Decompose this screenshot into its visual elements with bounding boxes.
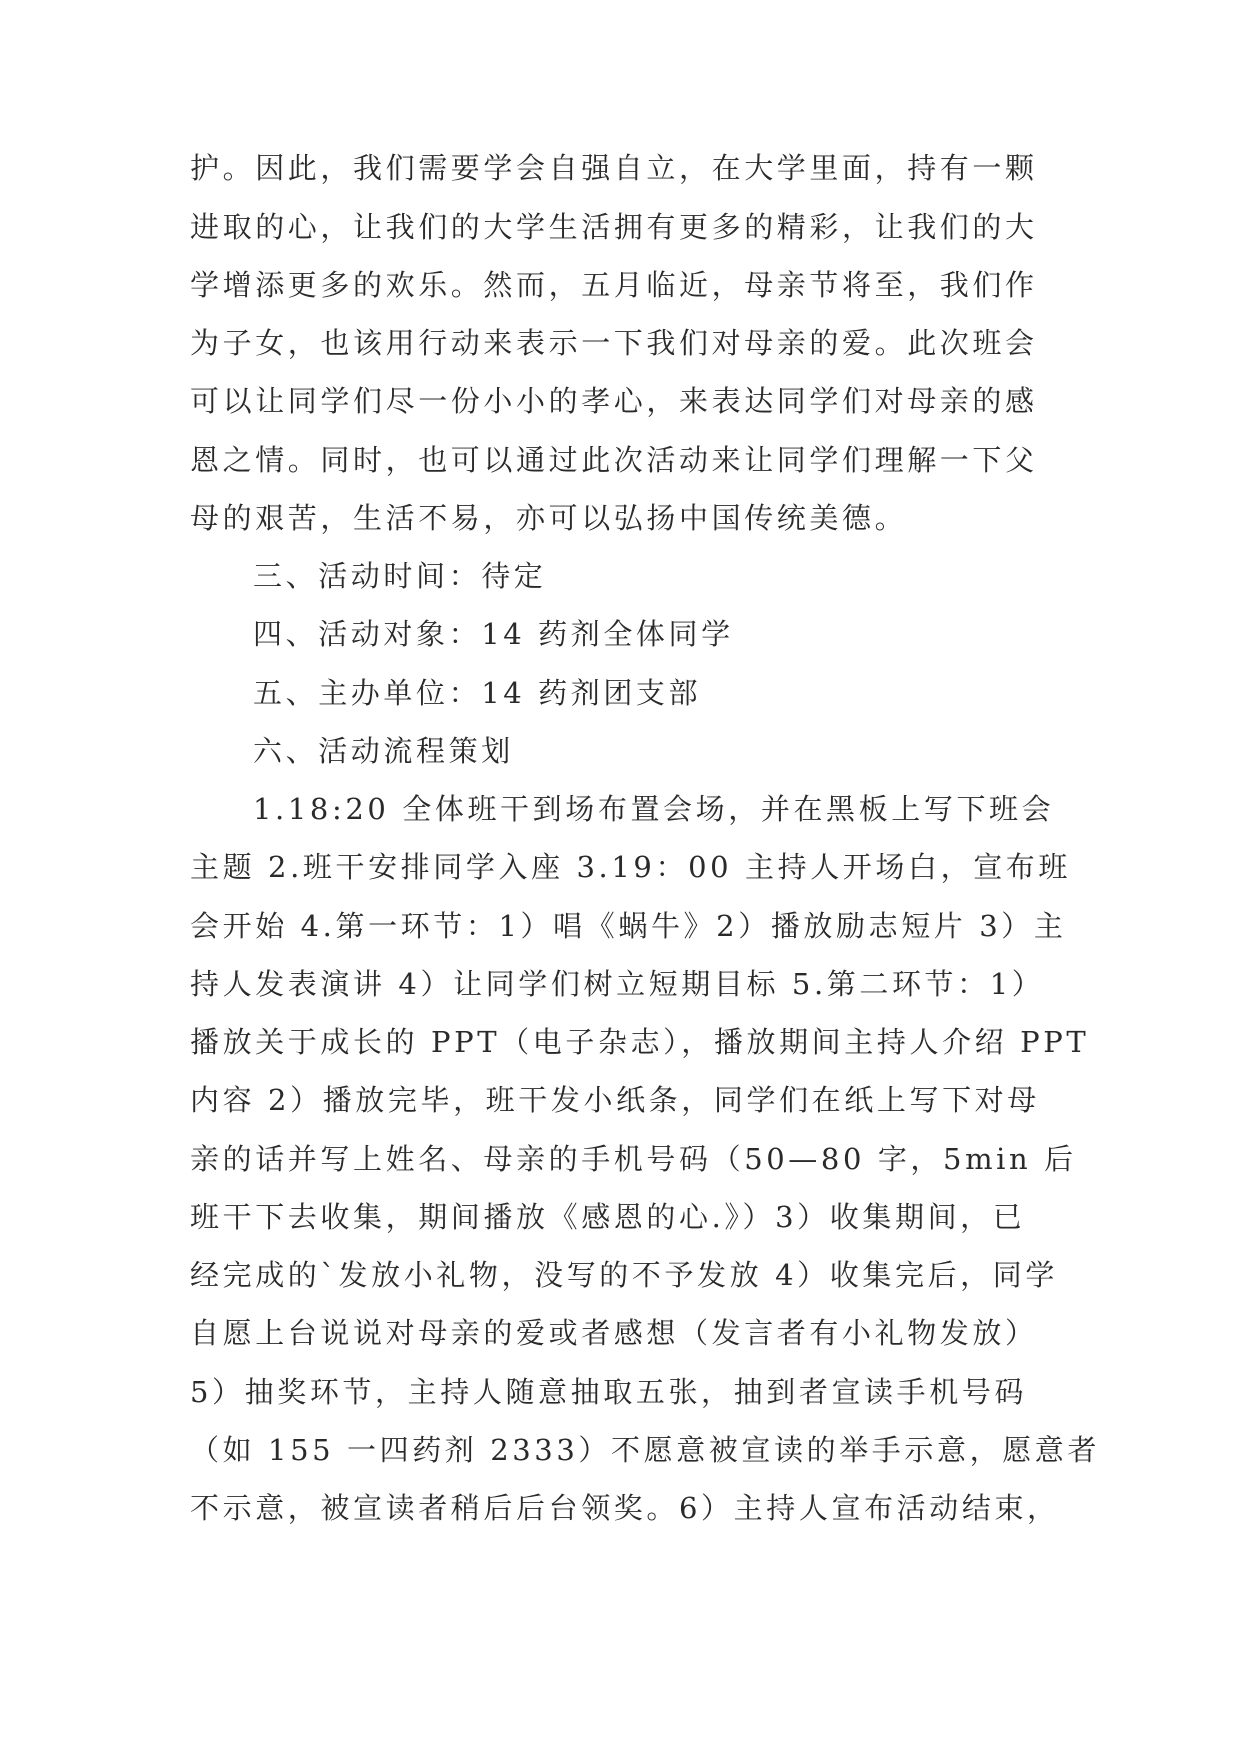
body-text-line: 主题 2.班干安排同学入座 3.19：00 主持人开场白，宣布班 bbox=[190, 850, 1071, 884]
body-text-line: 为子女，也该用行动来表示一下我们对母亲的爱。此次班会 bbox=[190, 326, 1038, 360]
body-text-line: 进取的心，让我们的大学生活拥有更多的精彩，让我们的大 bbox=[190, 210, 1038, 244]
body-text-line: 母的艰苦，生活不易，亦可以弘扬中国传统美德。 bbox=[190, 501, 908, 535]
body-text-line: 可以让同学们尽一份小小的孝心，来表达同学们对母亲的感 bbox=[190, 384, 1038, 418]
body-text-line: 1.18:20 全体班干到场布置会场，并在黑板上写下班会 bbox=[253, 792, 1055, 826]
section-heading-organizer: 五、主办单位：14 药剂团支部 bbox=[253, 676, 702, 710]
section-heading-time: 三、活动时间：待定 bbox=[253, 559, 547, 593]
body-text-line: 学增添更多的欢乐。然而，五月临近，母亲节将至，我们作 bbox=[190, 268, 1038, 302]
body-text-line: 班干下去收集，期间播放《感恩的心.》）3）收集期间，已 bbox=[190, 1200, 1026, 1234]
body-text-line: 5）抽奖环节，主持人随意抽取五张，抽到者宣读手机号码 bbox=[190, 1375, 1028, 1409]
section-heading-participants: 四、活动对象：14 药剂全体同学 bbox=[253, 617, 734, 651]
body-text-line: 护。因此，我们需要学会自强自立，在大学里面，持有一颗 bbox=[190, 151, 1038, 185]
body-text-line: 自愿上台说说对母亲的爱或者感想（发言者有小礼物发放） bbox=[190, 1316, 1038, 1350]
body-text-line: 会开始 4.第一环节：1）唱《蜗牛》2）播放励志短片 3）主 bbox=[190, 909, 1067, 943]
body-text-line: 恩之情。同时，也可以通过此次活动来让同学们理解一下父 bbox=[190, 443, 1038, 477]
body-text-line: 内容 2）播放完毕，班干发小纸条，同学们在纸上写下对母 bbox=[190, 1083, 1040, 1117]
body-text-line: 播放关于成长的 PPT（电子杂志），播放期间主持人介绍 PPT bbox=[190, 1025, 1090, 1059]
body-text-line: （如 155 一四药剂 2333）不愿意被宣读的举手示意，愿意者 bbox=[190, 1433, 1101, 1467]
body-text-line: 亲的话并写上姓名、母亲的手机号码（50—80 字，5min 后 bbox=[190, 1142, 1077, 1176]
body-text-line: 持人发表演讲 4）让同学们树立短期目标 5.第二环节：1） bbox=[190, 967, 1045, 1001]
body-text-line: 经完成的`发放小礼物，没写的不予发放 4）收集完后，同学 bbox=[190, 1258, 1058, 1292]
body-text-line: 不示意，被宣读者稍后后台领奖。6）主持人宣布活动结束， bbox=[190, 1491, 1060, 1525]
section-heading-process: 六、活动流程策划 bbox=[253, 734, 514, 768]
